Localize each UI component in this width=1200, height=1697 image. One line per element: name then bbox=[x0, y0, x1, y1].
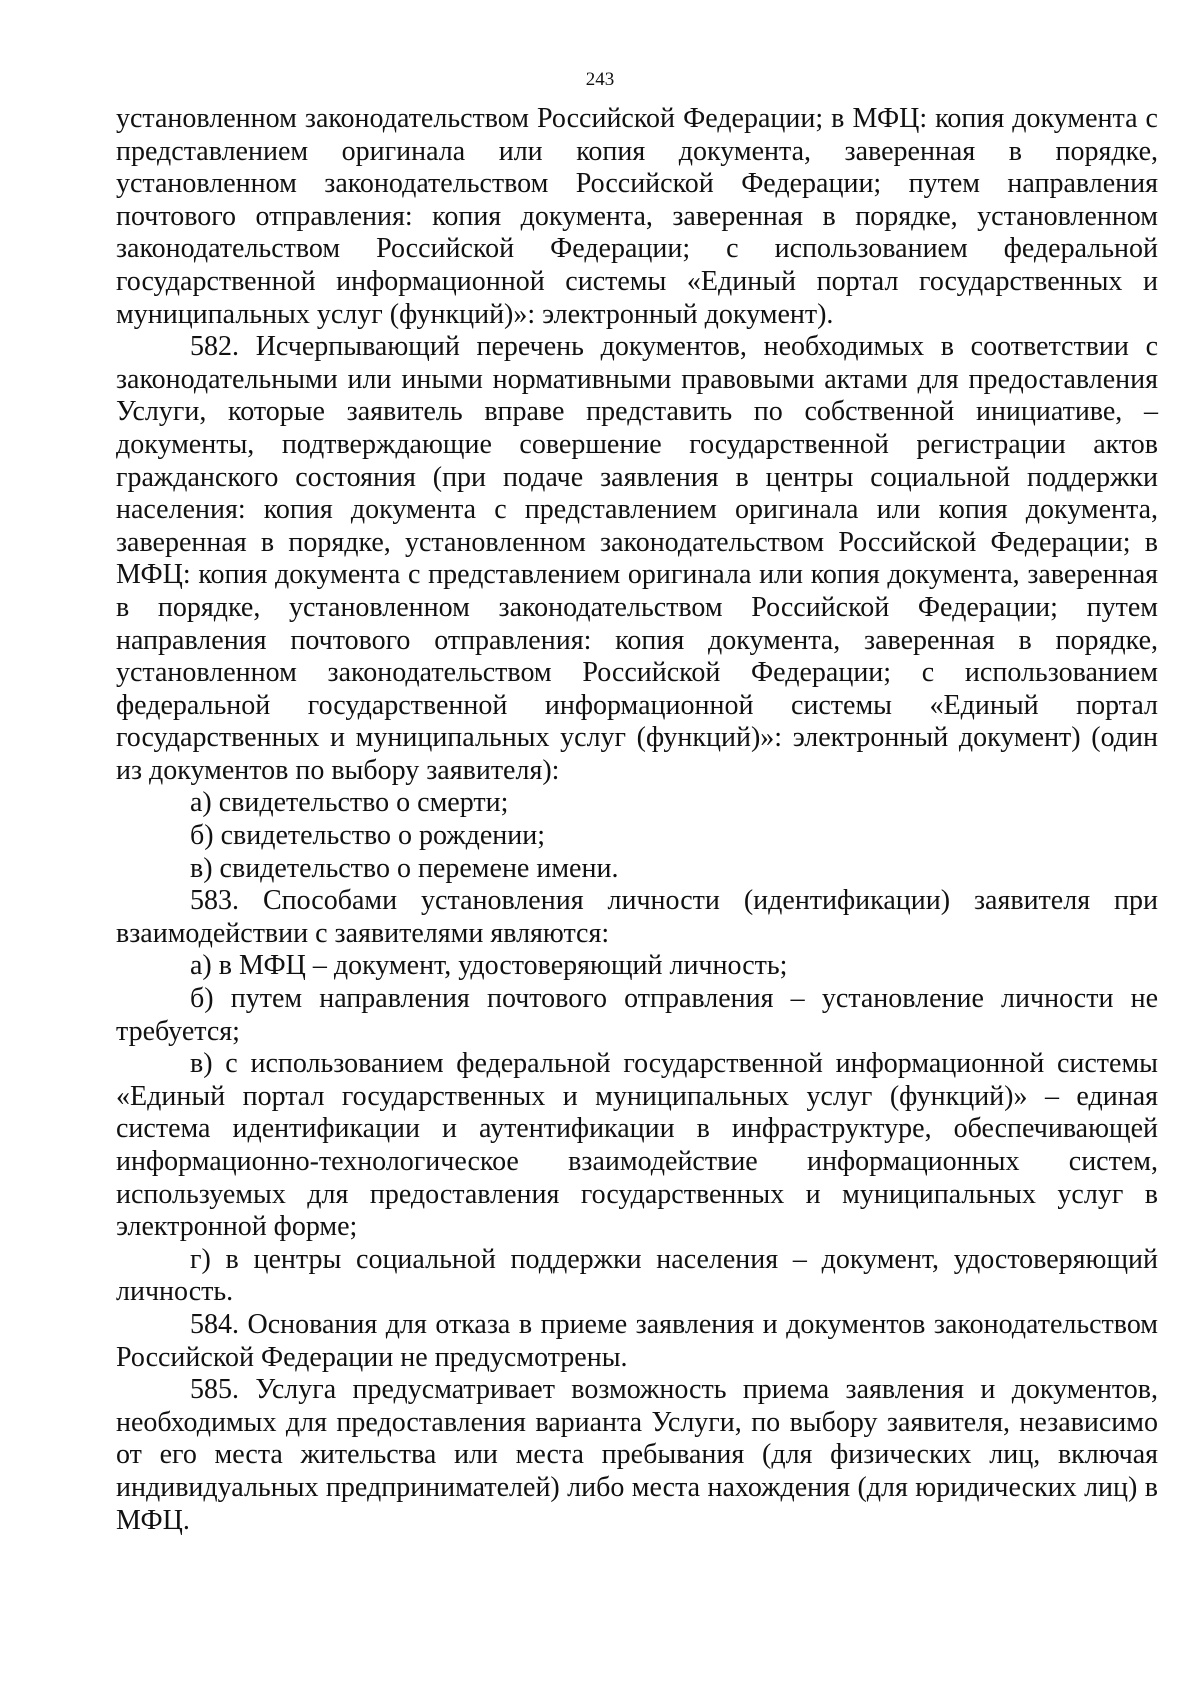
paragraph-583: 583. Способами установления личности (идентификации) заявителя при взаимодействии с заявителями являются: bbox=[116, 885, 1158, 949]
paragraph-585: 585. Услуга предусматривает возможность приема заявления и документов, необходимых для предоставления варианта Услуги, по выбору заявителя, независимо от его места жительства или места пребывания (для физических лиц, включая индивидуальных предпринимателей) либо места нахождения (для юридических лиц) в МФЦ. bbox=[116, 1374, 1158, 1536]
list-item-583-a: а) в МФЦ – документ, удостоверяющий личность; bbox=[190, 950, 788, 982]
list-item-583-d: г) в центры социальной поддержки населения – документ, удостоверяющий личность. bbox=[116, 1243, 1158, 1308]
paragraph-582: 582. Исчерпывающий перечень документов, необходимых в соответствии с законодательными или иными нормативными правовыми актами для предоставления Услуги, которые заявитель вправе представить по собственной инициативе, – документы, подтверждающие совершение государственной регистрации актов гражданского состояния (при подаче заявления в центры социальной поддержки населения: копия документа с представлением оригинала или копия документа, заверенная в порядке, установленном законодательством Российской Федерации; в МФЦ: копия документа с представлением оригинала или копия документа, заверенная в порядке, установленном законодательством Российской Федерации; путем направления почтового отправления: копия документа, заверенная в порядке, установленном законодательством Российской Федерации; с использованием федеральной государственной информационной системы «Единый портал государственных и муниципальных услуг (функций)»: электронный документ) (один из документов по выбору заявителя): bbox=[116, 331, 1158, 786]
document-body bbox=[116, 103, 1158, 1537]
list-item-582-b: б) свидетельство о рождении; bbox=[190, 820, 546, 852]
paragraph-584: 584. Основания для отказа в приеме заявления и документов законодательством Российской Федерации не предусмотрены. bbox=[116, 1308, 1158, 1373]
paragraph-continuation: установленном законодательством Российской Федерации; в МФЦ: копия документа с представлением оригинала или копия документа, заверенная в порядке, установленном законодательством Российской Федерации; путем направления почтового отправления: копия документа, заверенная в порядке, установленном законодательством Российской Федерации; с использованием федеральной государственной информационной системы «Единый портал государственных и муниципальных услуг (функций)»: электронный документ). bbox=[116, 103, 1158, 330]
page-number: 243 bbox=[585, 69, 615, 90]
list-item-582-a: а) свидетельство о смерти; bbox=[190, 787, 509, 819]
list-item-583-b: б) путем направления почтового отправления – установление личности не требуется; bbox=[116, 983, 1158, 1047]
list-item-582-c: в) свидетельство о перемене имени. bbox=[190, 852, 619, 884]
list-item-583-c: в) с использованием федеральной государственной информационной системы «Единый портал государственных и муниципальных услуг (функций)» – единая система идентификации и аутентификации в инфраструктуре, обеспечивающей информационно-технологическое взаимодействие информационных систем, используемых для предоставления государственных и муниципальных услуг в электронной форме; bbox=[116, 1048, 1158, 1243]
